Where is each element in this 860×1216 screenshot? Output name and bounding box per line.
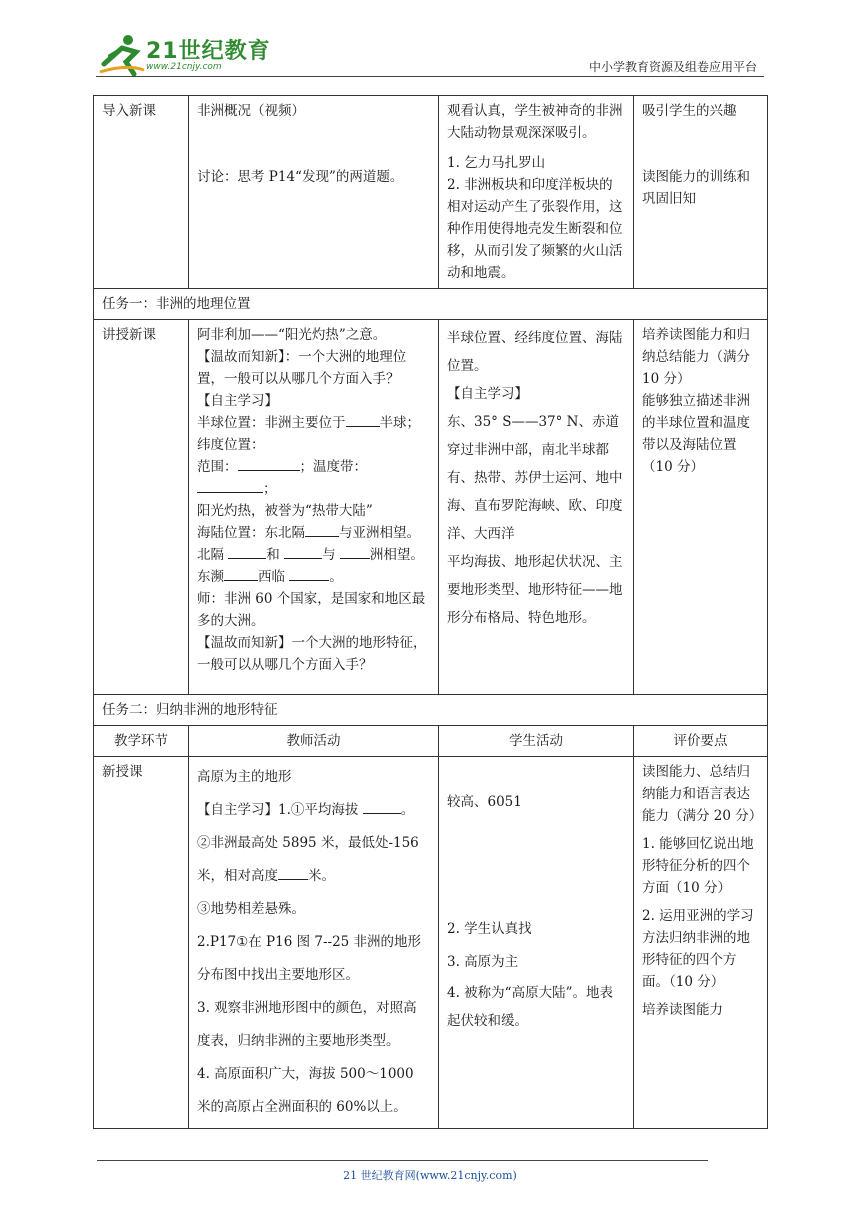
eval-cell — [634, 96, 768, 289]
teacher-cell — [189, 96, 439, 289]
teacher-text: 阿非利加——“阳光灼热”之意。 — [197, 327, 387, 343]
eval-text: 吸引学生的兴趣 — [642, 103, 737, 119]
teacher-text: 高原为主的地形 — [197, 769, 292, 785]
teacher-text: 4. 高原面积广大，海拔 500～1000 米的高原占全洲面积的 60%以上。 — [197, 1066, 414, 1115]
student-text: 平均海拔、地形起伏状况、主要地形类型、地形特征——地形分布格局、特色地形。 — [447, 554, 623, 626]
teacher-text: 2.P17①在 P16 图 7--25 非洲的地形分布图中找出主要地形区。 — [197, 934, 422, 983]
teacher-text: ③地势相差悬殊。 — [197, 901, 305, 917]
teacher-text: 讨论：思考 P14“发现”的两道题。 — [197, 169, 404, 185]
eval-text: 1. 能够回忆说出地形特征分析的四个方面（10 分） — [642, 836, 754, 896]
teacher-text: 师：非洲 60 个国家，是国家和地区最多的大洲。 — [197, 591, 426, 629]
stage-cell: 新授课 — [94, 757, 189, 1129]
teacher-text: 阳光灼热，被誉为“热带大陆” — [197, 503, 373, 519]
teacher-text: 【温故而知新】一个大洲的地形特征，一般可以从哪几个方面入手？ — [197, 635, 427, 673]
header-row — [94, 726, 768, 757]
teacher-cell — [189, 757, 439, 1129]
teacher-text: 【自主学习】 — [197, 393, 278, 409]
eval-text: 读图能力、总结归纳能力和语言表达能力（满分 20 分） — [642, 764, 763, 824]
table-row — [94, 96, 768, 289]
stage-cell: 导入新课 — [94, 96, 189, 289]
header-student: 学生活动 — [439, 726, 634, 757]
teacher-text: 3. 观察非洲地形图中的颜色，对照高度表，归纳非洲的主要地形类型。 — [197, 1000, 417, 1049]
student-text: 4. 被称为“高原大陆”。地表起伏较和缓。 — [447, 985, 613, 1029]
teacher-text: ②非洲最高处 5895 米，最低处-156 — [197, 835, 419, 851]
eval-cell — [634, 320, 768, 695]
teacher-text: 范围： ；温度带：； — [197, 456, 430, 500]
teacher-text: 纬度位置： — [197, 437, 265, 453]
task-row — [94, 289, 768, 320]
header-stage: 教学环节 — [94, 726, 189, 757]
logo-text: 21世纪教育 — [146, 39, 271, 64]
student-text: 半球位置、经纬度位置、海陆位置。 — [447, 330, 623, 374]
eval-text: 培养读图能力 — [642, 1002, 723, 1018]
student-text: 3. 高原为主 — [447, 954, 519, 970]
teacher-text: 海陆位置：东北隔 与亚洲相望。 — [197, 522, 430, 544]
stage-cell: 讲授新课 — [94, 320, 189, 695]
teacher-text: 半球位置：非洲主要位于 半球； — [197, 412, 430, 434]
eval-text: 读图能力的训练和巩固旧知 — [642, 169, 750, 207]
student-text: 2. 非洲板块和印度洋板块的相对运动产生了张裂作用，这种作用使得地壳发生断裂和位移，从而引发了频繁的火山活动和地震。 — [447, 177, 623, 281]
task-title: 任务一：非洲的地理位置 — [94, 289, 768, 320]
page-header — [0, 0, 860, 80]
teacher-text: 北隔 和 与 洲相望。 — [197, 544, 430, 566]
eval-cell — [634, 757, 768, 1129]
footer-divider — [97, 1160, 708, 1161]
eval-text: 培养读图能力和归纳总结能力（满分 10 分） — [642, 327, 750, 387]
student-text: 较高、6051 — [447, 794, 522, 810]
eval-text: 能够独立描述非洲的半球位置和温度带以及海陆位置（10 分） — [642, 393, 750, 475]
student-text: 【自主学习】 — [447, 386, 528, 402]
header-teacher: 教师活动 — [189, 726, 439, 757]
logo-url: www.21cnjy.com — [146, 62, 222, 72]
teacher-text: 【温故而知新】：一个大洲的地理位置，一般可以从哪几个方面入手？ — [197, 349, 407, 387]
table-row — [94, 320, 768, 695]
teacher-text: 【自主学习】1.①平均海拔 。 — [197, 794, 430, 827]
teacher-text: 非洲概况（视频） — [197, 103, 305, 119]
header-divider — [96, 76, 764, 77]
teacher-text: 米，相对高度 米。 — [197, 860, 430, 893]
student-text: 观看认真，学生被神奇的非洲大陆动物景观深深吸引。 — [447, 103, 623, 141]
table-row — [94, 757, 768, 1129]
student-text: 1. 乞力马扎罗山 — [447, 155, 546, 171]
platform-name: 中小学教育资源及组卷应用平台 — [588, 60, 757, 74]
task-title: 任务二：归纳非洲的地形特征 — [94, 695, 768, 726]
teacher-text: 东濒 西临 。 — [197, 566, 430, 588]
footer-text: 21 世纪教育网(www.21cnjy.com) — [343, 1169, 517, 1182]
student-cell — [439, 757, 634, 1129]
student-text: 2. 学生认真找 — [447, 921, 532, 937]
task-row — [94, 695, 768, 726]
student-cell — [439, 96, 634, 289]
student-cell — [439, 320, 634, 695]
teacher-cell — [189, 320, 439, 695]
eval-text: 2. 运用亚洲的学习方法归纳非洲的地形特征的四个方面。（10 分） — [642, 908, 754, 990]
header-eval: 评价要点 — [634, 726, 768, 757]
lesson-table — [93, 95, 768, 1129]
student-text: 东、35° S——37° N、赤道穿过非洲中部，南北半球都有、热带、苏伊士运河、地中海、直布罗陀海峡、欧、印度洋、大西洋 — [447, 414, 623, 542]
